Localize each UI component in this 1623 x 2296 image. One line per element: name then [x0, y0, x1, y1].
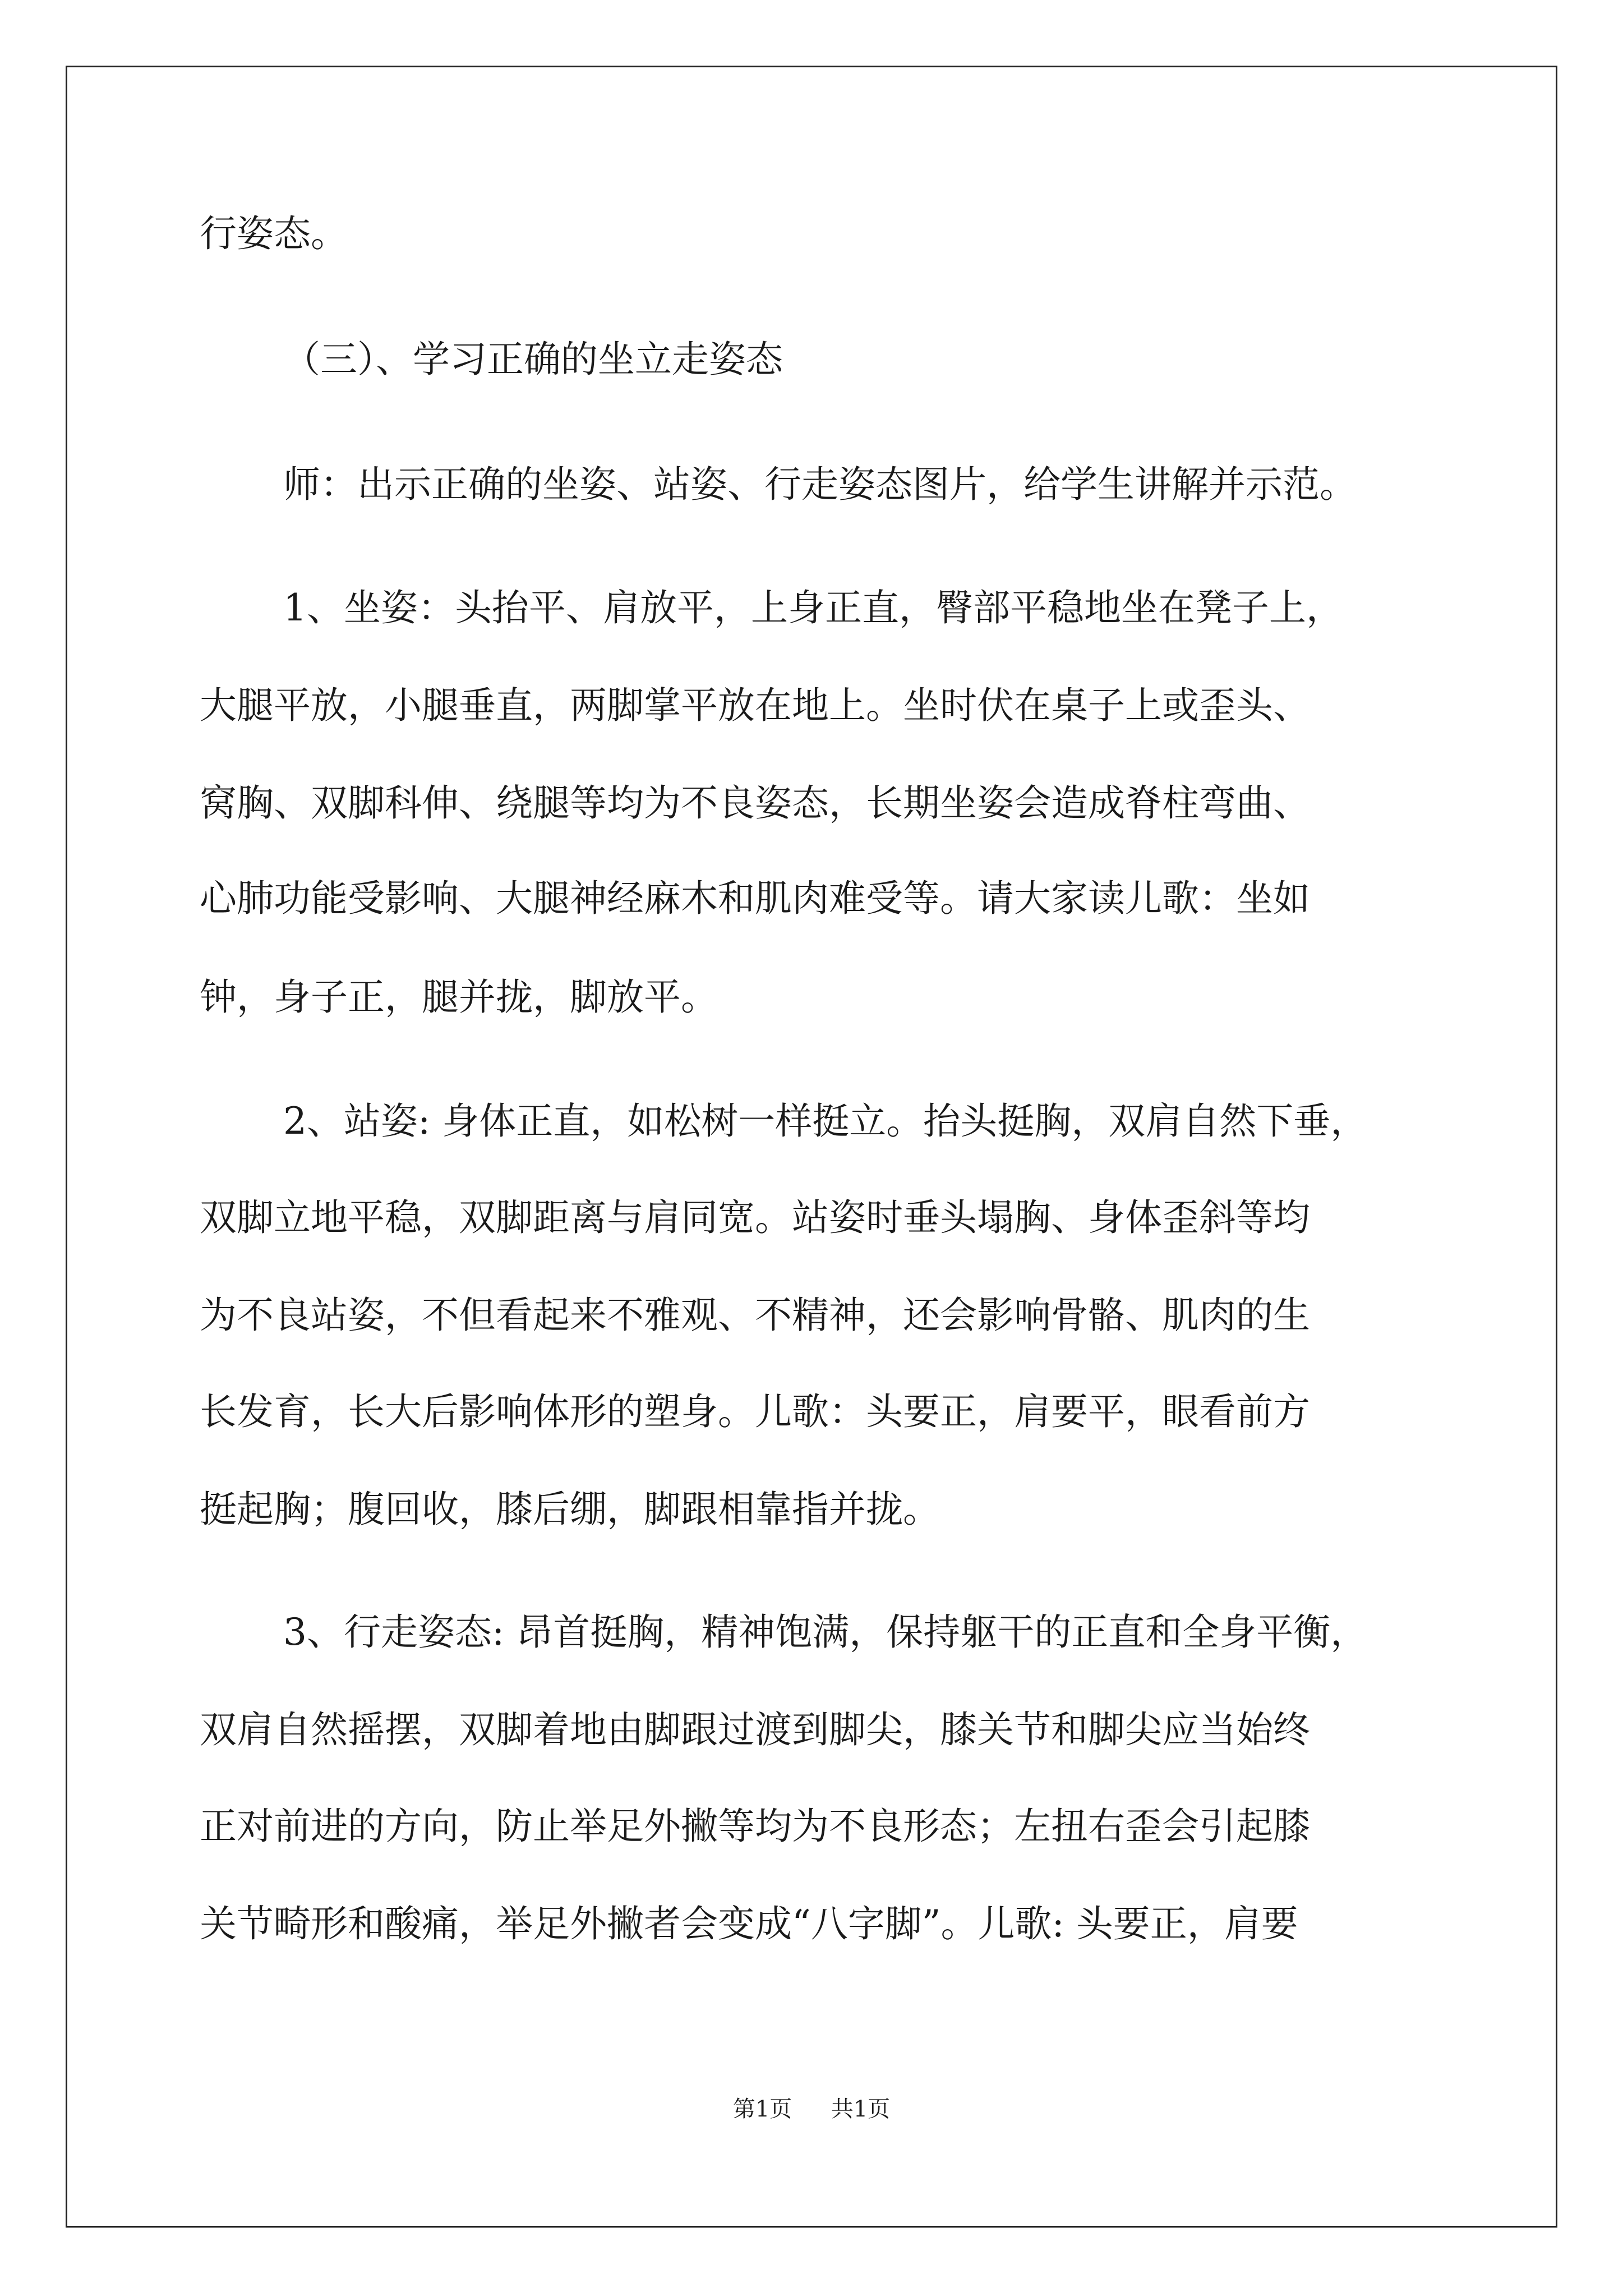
text-line: 窝胸、双脚科伸、绕腿等均为不良姿态，长期坐姿会造成脊柱弯曲、	[200, 781, 1310, 825]
section-heading: （三）、学习正确的坐立走姿态	[283, 338, 783, 381]
text-line: 3、行走姿态: 昂首挺胸，精神饱满，保持躯干的正直和全身平衡，	[283, 1611, 1368, 1654]
page-total: 共1页	[831, 2096, 891, 2122]
text-line: 心肺功能受影响、大腿神经麻木和肌肉难受等。请大家读儿歌：坐如	[200, 877, 1310, 920]
text-line: 2、站姿: 身体正直，如松树一样挺立。抬头挺胸，双肩自然下垂，	[283, 1099, 1368, 1143]
text-line: 关节畸形和酸痛，举足外撇者会变成“八字脚”。儿歌: 头要正，肩要	[200, 1902, 1298, 1945]
text-line: 双脚立地平稳，双脚距离与肩同宽。站姿时垂头塌胸、身体歪斜等均	[200, 1196, 1310, 1239]
text-line: 行姿态。	[200, 212, 348, 255]
text-line: 大腿平放，小腿垂直，两脚掌平放在地上。坐时伏在桌子上或歪头、	[200, 684, 1310, 727]
page-footer	[0, 2098, 1623, 2120]
page-number: 第1页	[732, 2096, 792, 2122]
text-line: 钟，身子正，腿并拢，脚放平。	[200, 976, 718, 1019]
text-line: 1、坐姿：头抬平、肩放平，上身正直，臀部平稳地坐在凳子上，	[283, 586, 1343, 629]
text-line: 挺起胸；腹回收，膝后绷，脚跟相靠指并拢。	[200, 1488, 940, 1531]
text-line: 为不良站姿，不但看起来不雅观、不精神，还会影响骨骼、肌肉的生	[200, 1294, 1310, 1337]
text-line: 师：出示正确的坐姿、站姿、行走姿态图片，给学生讲解并示范。	[283, 463, 1357, 506]
text-line: 长发育，长大后影响体形的塑身。儿歌：头要正，肩要平，眼看前方	[200, 1390, 1310, 1433]
text-line: 正对前进的方向，防止举足外撇等均为不良形态；左扭右歪会引起膝	[200, 1805, 1310, 1848]
text-line: 双肩自然摇摆，双脚着地由脚跟过渡到脚尖，膝关节和脚尖应当始终	[200, 1708, 1310, 1751]
